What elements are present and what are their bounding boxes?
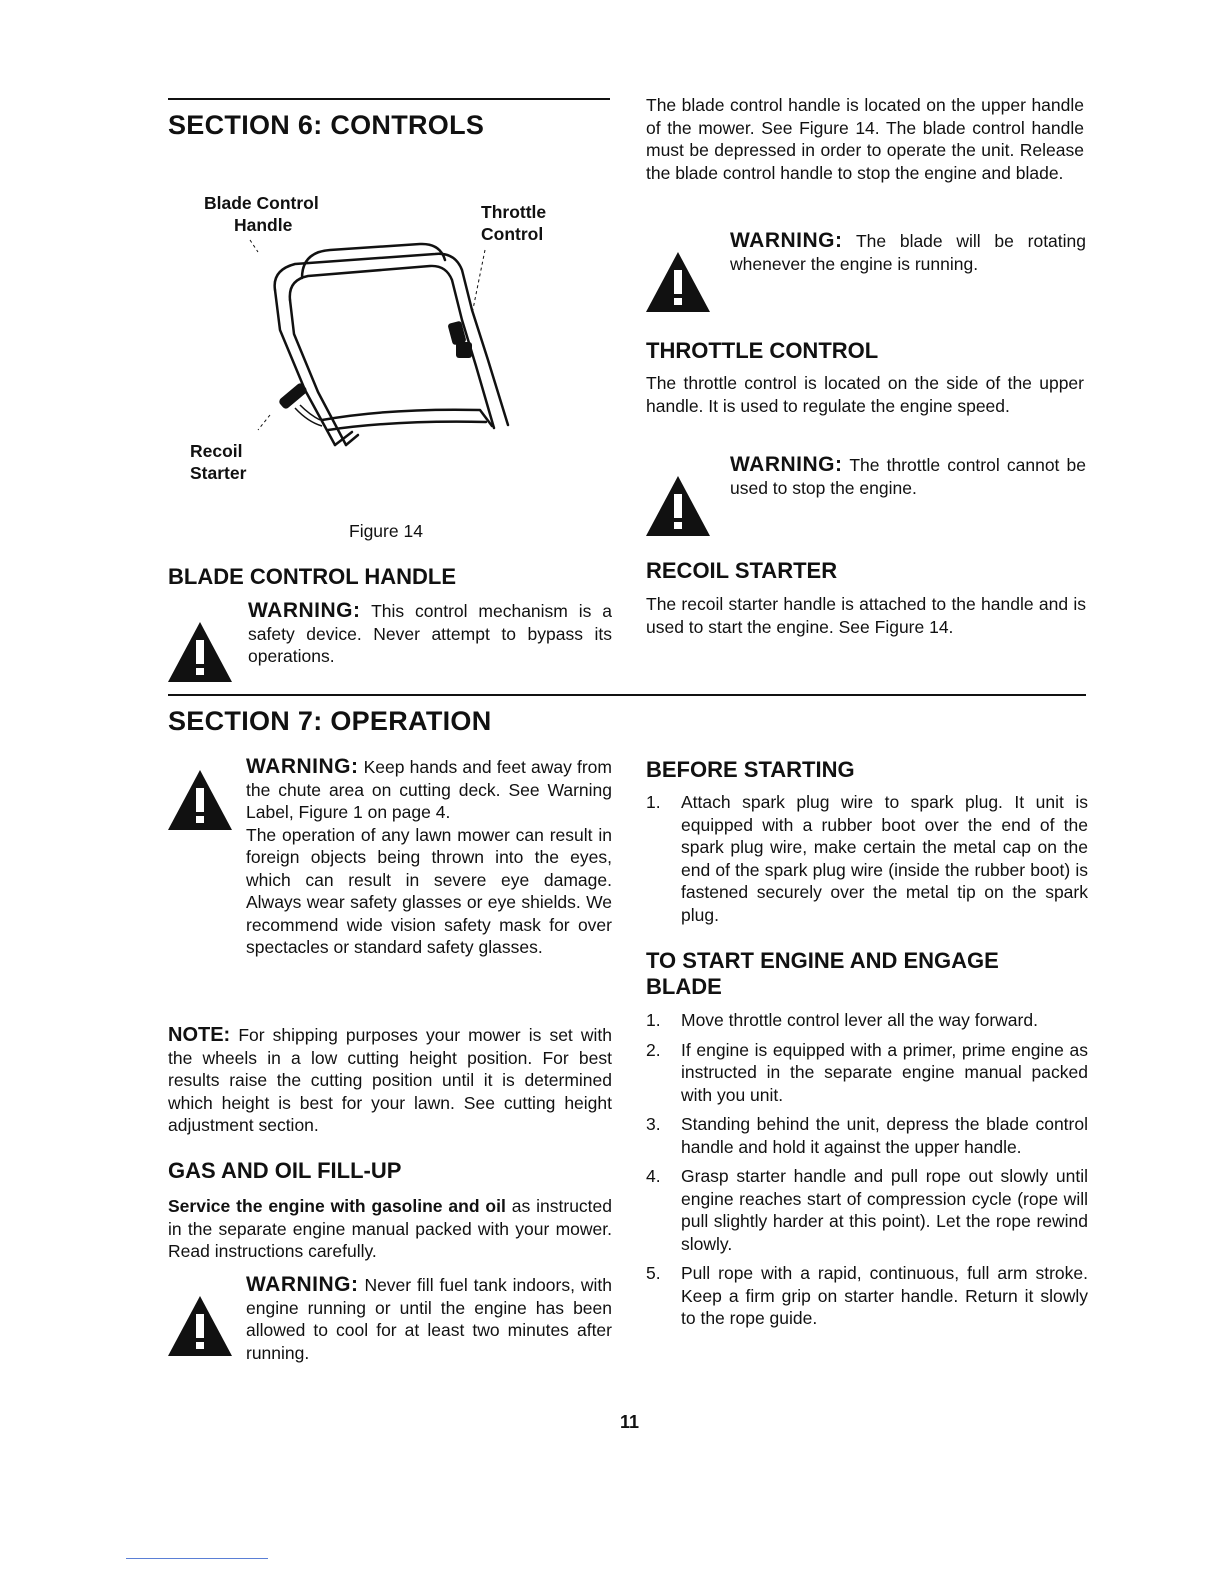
list-item xyxy=(646,1165,1088,1255)
figure-label-throttle-line1: Throttle xyxy=(481,202,547,222)
before-starting-steps xyxy=(646,791,1088,933)
blade-control-body: The blade control handle is located on the upper handle of the mower. See Figure 14. The blade control handle must be depressed in order to operate the unit. Release the blade control handle to stop the engine and blade. xyxy=(646,95,1084,183)
start-engine-heading-line1: TO START ENGINE AND ENGAGE xyxy=(646,948,999,973)
operation-warning xyxy=(168,756,612,986)
step-text: Standing behind the unit, depress the blade control handle and hold it against the upper handle. xyxy=(681,1114,1088,1157)
step-number: 5. xyxy=(646,1263,661,1283)
figure-label-throttle-line2: Control xyxy=(481,224,544,244)
warning-triangle-icon xyxy=(646,252,710,312)
gas-oil-bold-lead: Service the engine with gasoline and oil xyxy=(168,1196,506,1216)
warning-label: WARNING: xyxy=(730,229,843,252)
step-number: 1. xyxy=(646,1010,661,1030)
section7-title: SECTION 7: OPERATION xyxy=(168,706,492,736)
warning-triangle-icon xyxy=(168,770,232,830)
list-item xyxy=(646,1039,1088,1107)
bottom-scan-line xyxy=(126,1558,268,1559)
list-item xyxy=(646,791,1088,926)
shipping-note xyxy=(168,1024,612,1137)
warning-label: WARNING: xyxy=(248,599,361,622)
mower-handle-illustration xyxy=(240,230,530,460)
warning-triangle-icon xyxy=(168,622,232,682)
section6-title: SECTION 6: CONTROLS xyxy=(168,110,485,140)
list-item xyxy=(646,1009,1088,1032)
warning-label: WARNING: xyxy=(730,453,843,476)
throttle-control-heading: THROTTLE CONTROL xyxy=(646,338,879,363)
warning-text: The blade will be rotating whenever the engine is running. xyxy=(730,231,1087,274)
figure-label-recoil-starter xyxy=(190,440,246,484)
start-engine-steps xyxy=(646,1009,1088,1337)
step-number: 2. xyxy=(646,1039,661,1060)
warning-triangle-icon xyxy=(168,1296,232,1356)
gas-oil-body-rest: as instructed in the separate engine manual packed with your mower. Read instructions carefully. xyxy=(168,1196,612,1261)
blade-control-warning xyxy=(168,600,612,680)
section7-top-rule xyxy=(168,694,1086,696)
blade-control-heading: BLADE CONTROL HANDLE xyxy=(168,564,457,589)
warning-text-continued: The operation of any lawn mower can result in foreign objects being thrown into the eyes, which can result in severe eye damage. Always wear safety glasses or eye shields. We recommend wide vision safety mask for over spectacles or standard safety glasses. xyxy=(246,824,612,957)
start-engine-heading-line2: BLADE xyxy=(646,974,722,999)
step-text: Pull rope with a rapid, continuous, full arm stroke. Keep a firm grip on starter handle. Return it slowly to the rope guide. xyxy=(681,1263,1088,1328)
step-text: If engine is equipped with a primer, prime engine as instructed in the separate engine manual packed with you unit. xyxy=(681,1039,1088,1105)
figure-label-blade-line1: Blade Control xyxy=(204,193,319,213)
warning-label: WARNING: xyxy=(246,1273,359,1296)
start-engine-heading xyxy=(646,948,999,1000)
warning-text: Never fill fuel tank indoors, with engine running or until the engine has been allowed to cool for at least two minutes after running. xyxy=(246,1275,612,1363)
blade-rotating-warning xyxy=(646,230,1086,310)
section6-top-rule xyxy=(168,98,610,100)
step-number: 1. xyxy=(646,792,661,812)
figure-label-recoil-line2: Starter xyxy=(190,463,247,483)
note-label: NOTE: xyxy=(168,1024,231,1046)
recoil-starter-body: The recoil starter handle is attached to the handle and is used to start the engine. See Figure 14. xyxy=(646,594,1086,637)
figure-label-blade-line2: Handle xyxy=(234,215,293,235)
warning-label: WARNING: xyxy=(246,755,359,778)
warning-text: Keep hands and feet away from the chute area on cutting deck. See Warning Label, Figure 1 on page 4. xyxy=(246,757,612,822)
page-number: 11 xyxy=(620,1412,640,1432)
warning-text: The throttle control cannot be used to stop the engine. xyxy=(730,455,1086,498)
figure-caption: Figure 14 xyxy=(349,521,423,541)
gas-oil-body xyxy=(168,1195,612,1263)
step-text: Grasp starter handle and pull rope out slowly until engine reaches start of compression cycle (rope will pull slightly harder at this point). Let the rope rewind slowly. xyxy=(681,1166,1088,1254)
before-starting-heading: BEFORE STARTING xyxy=(646,757,855,782)
list-item xyxy=(646,1262,1088,1330)
throttle-control-body: The throttle control is located on the side of the upper handle. It is used to regulate the engine speed. xyxy=(646,373,1084,416)
step-text: Move throttle control lever all the way forward. xyxy=(681,1010,1038,1030)
fuel-warning xyxy=(168,1274,612,1374)
note-text: For shipping purposes your mower is set with the wheels in a low cutting height position. For best results raise the cutting position until it is determined which height is best for your lawn. See cutting height adjustment section. xyxy=(168,1025,612,1135)
step-number: 4. xyxy=(646,1166,661,1186)
step-number: 3. xyxy=(646,1114,661,1134)
figure-label-recoil-line1: Recoil xyxy=(190,441,243,461)
warning-text: This control mechanism is a safety device. Never attempt to bypass its operations. xyxy=(248,601,612,666)
list-item xyxy=(646,1113,1088,1158)
warning-triangle-icon xyxy=(646,476,710,536)
gas-oil-heading: GAS AND OIL FILL-UP xyxy=(168,1158,402,1183)
step-text: Attach spark plug wire to spark plug. It unit is equipped with a rubber boot over the end of the spark plug wire, make certain the metal cap on the end of the spark plug wire (inside the rubber boot) is fastened securely over the metal tip on the spark plug. xyxy=(681,792,1088,925)
recoil-starter-heading: RECOIL STARTER xyxy=(646,558,838,583)
throttle-warning xyxy=(646,454,1086,534)
